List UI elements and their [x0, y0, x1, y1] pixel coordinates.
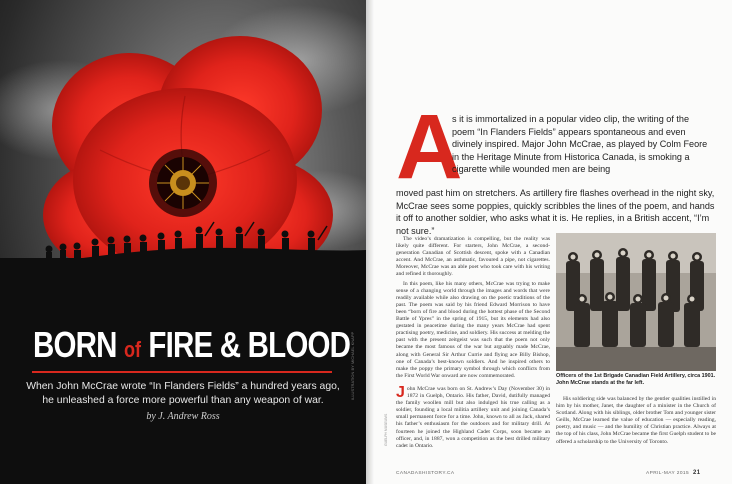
body-paragraph: The video’s dramatization is compelling, but the reality was likely quite different. For starters, John McCrae, a second-generation Canadian of Scottish descent, spoke with a Canadian accent. And McCrae, an asthmatic, favoured a pipe, not cigarettes. Moreover, McCrae was an able poet who took care with his writing and refined it thoroughly. [396, 236, 550, 278]
body-column-2 [556, 396, 716, 448]
article-title [32, 324, 351, 370]
section-dropcap: J [396, 384, 405, 401]
historical-photo [556, 233, 716, 371]
page-number: 21 [693, 470, 701, 476]
byline: by J. Andrew Ross [146, 411, 220, 422]
photo-credit: GUELPH MUSEUMS [384, 413, 388, 446]
body-paragraph: In this poem, like his many others, McCrae was trying to make sense of a changing world through the images and words that were readily available while also drawing on the poetic traditions of the past. The poem was said by his friend Edward Morrison to have been “born of fire and blood during the hottest phase of the Second Battle of Ypres” in the spring of 1915, but its elements had also gestated in peacetime during the many years McCrae had spent practising poetry, medicine, and soldiery. His success at melding the past with the present zeitgeist was such that the poem not only became the most famous of the war but arguably made McCrae, along with General Sir Arthur Currie and flying ace Billy Bishop, one of Canada’s best-known soldiers. And he inspired others to make the poppy the primary symbol through which conflicts from the First World War onward are now commemorated. [396, 280, 550, 379]
officers-photo-svg [556, 233, 716, 371]
title-part1: BORN [32, 324, 117, 365]
poppy-flower [43, 36, 333, 273]
illustration-credit: ILLUSTRATION BY MICHAEL KNAPP [350, 331, 355, 400]
photo-caption: Officers of the 1st Brigade Canadian Field Artillery, circa 1901. John McCrae stands at the far left. [556, 373, 716, 386]
intro-rest: moved past him on stretchers. As artillery fire flashes overhead in the night sky, McCrae sees some poppies, quickly scribbles the lines of the poem, and hands it off to another soldier, who asks what it is. He replies, in a British accent, “I’m not sure.” [396, 188, 715, 236]
title-part2: FIRE & BLOOD [148, 324, 351, 365]
body-paragraph: His soldiering side was balanced by the gentler qualities instilled in him by his mother, Janet, the daughter of a minister in the Church of Scotland. Along with his siblings, older brother Tom and younger sister Geills, McCrae learned the value of education — especially reading, poetry, and music — and the humility of Christian practice. Always at the top of his class, John McCrae became the first Guelph student to be offered a scholarship to the University of Toronto. [556, 396, 716, 445]
body-column-1-section [396, 386, 550, 450]
body-paragraph: ohn McCrae was born on St. Andrew’s Day (November 30) in 1872 in Guelph, Ontario. His father, David, dutifully managed the family woollen mill but also indulged his true calling as a soldier, founding a local militia artillery unit and joining Canada’s small permanent force for a time. John, known to all as Jack, shared his father’s enthusiasm for the outdoors and for military drill. At fourteen he joined the Highland Cadet Corps, soon became an officer, and, in 1887, won a competition as the best drilled military cadet in Ontario. [396, 386, 550, 449]
article-deck: When John McCrae wrote “In Flanders Fields” a hundred years ago, he unleashed a force more powerful than any weapon of war. [26, 381, 340, 406]
title-underline [32, 371, 332, 373]
title-of: of [123, 337, 142, 362]
folio-issue: APRIL-MAY 2015 [646, 471, 690, 476]
body-column-1 [396, 236, 550, 382]
intro-dropcap: A [396, 96, 463, 198]
folio-date [646, 470, 701, 476]
page-gutter-shadow [366, 0, 374, 484]
intro-lead: s it is immortalized in a popular video clip, the writing of the poem “In Flanders Fields” appears spontaneous and even divinely inspired. Major John McCrae, as played by Colm Feore in the Heritage Minute from Historica Canada, is smoking a cigarette while wounded men are being [452, 114, 708, 175]
folio-website: CANADASHISTORY.CA [396, 471, 455, 476]
